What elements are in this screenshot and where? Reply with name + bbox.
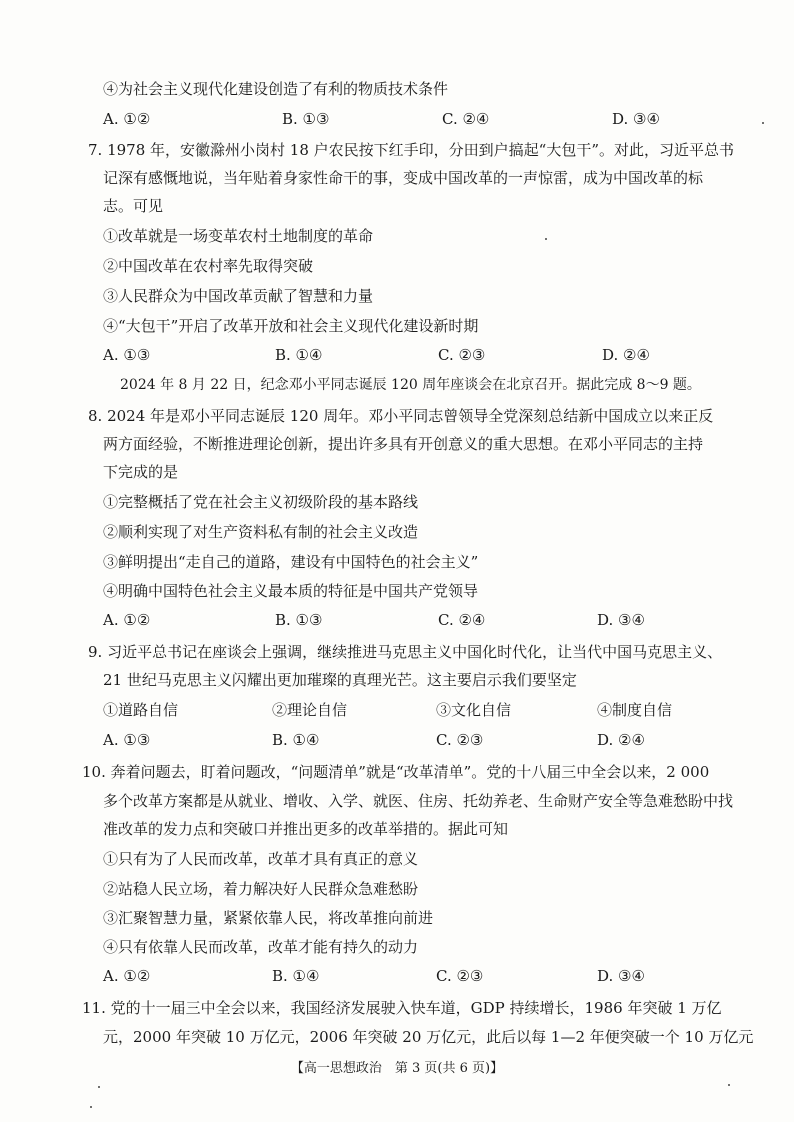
q8-item-2: ②顺利实现了对生产资料私有制的社会主义改造 [103, 523, 419, 541]
q9-item-4: ④制度自信 [597, 701, 673, 719]
q6-choice-a: A. ①② [103, 110, 151, 128]
q7-stem-line-3: 志。可见 [103, 197, 164, 215]
q6-choice-d: D. ③④ [612, 110, 660, 128]
scan-speck [762, 122, 764, 124]
q7-item-4: ④“大包干”开启了改革开放和社会主义现代化建设新时期 [103, 317, 479, 335]
scan-speck [728, 1084, 730, 1086]
q8-choice-d: D. ③④ [597, 611, 645, 629]
q9-stem-line-2: 21 世纪马克思主义闪耀出更加璀璨的真理光芒。这主要启示我们要坚定 [103, 671, 577, 689]
q7-item-1: ①改革就是一场变革农村土地制度的革命 [103, 227, 374, 245]
q7-item-2: ②中国改革在农村率先取得突破 [103, 257, 314, 275]
q8-item-1: ①完整概括了党在社会主义初级阶段的基本路线 [103, 493, 419, 511]
q10-item-1: ①只有为了人民而改革，改革才具有真正的意义 [103, 850, 419, 868]
q9-item-3: ③文化自信 [436, 701, 512, 719]
q8-stem-line-2: 两方面经验，不断推进理论创新，提出许多具有开创意义的重大思想。在邓小平同志的主持 [103, 435, 704, 453]
q8-choice-a: A. ①② [103, 611, 151, 629]
q9-stem-line-1: 9. 习近平总书记在座谈会上强调，继续推进马克思主义中国化时代化，让当代中国马克思主义、 [88, 643, 723, 661]
q10-stem-line-1: 10. 奔着问题去，盯着问题改，“问题清单”就是“改革清单”。党的十八届三中全会以来，2 000 [82, 763, 710, 781]
q11-stem-line-2: 元，2000 年突破 10 万亿元，2006 年突破 20 万亿元，此后以每 1—2 年便突破一个 10 万亿元 [103, 1028, 754, 1046]
q8-choice-c: C. ②④ [438, 611, 486, 629]
q7-choice-a: A. ①③ [103, 346, 151, 364]
scan-speck [545, 238, 547, 240]
q7-choice-b: B. ①④ [275, 346, 323, 364]
q9-item-2: ②理论自信 [272, 701, 348, 719]
scan-speck [98, 1086, 100, 1088]
q6-item-4: ④为社会主义现代化建设创造了有利的物质技术条件 [103, 80, 449, 98]
q6-choice-b: B. ①③ [282, 110, 330, 128]
q11-stem-line-1: 11. 党的十一届三中全会以来，我国经济发展驶入快车道，GDP 持续增长，1986 年突破 1 万亿 [82, 999, 722, 1017]
q7-choice-d: D. ②④ [602, 346, 650, 364]
q10-stem-line-3: 准改革的发力点和突破口并推出更多的改革举措的。据此可知 [103, 820, 509, 838]
q10-item-4: ④只有依靠人民而改革，改革才能有持久的动力 [103, 938, 419, 956]
q10-choice-c: C. ②③ [436, 967, 484, 985]
q7-stem-line-2: 记深有感慨地说，当年贴着身家性命干的事，变成中国改革的一声惊雷，成为中国改革的标 [103, 169, 704, 187]
q10-choice-d: D. ③④ [597, 967, 645, 985]
intro-8-9: 2024 年 8 月 22 日，纪念邓小平同志诞辰 120 周年座谈会在北京召开。据此完成 8～9 题。 [120, 377, 701, 393]
q8-item-3: ③鲜明提出“走自己的道路，建设有中国特色的社会主义” [103, 553, 479, 571]
scan-speck [90, 1106, 92, 1108]
q10-item-3: ③汇聚智慧力量，紧紧依靠人民，将改革推向前进 [103, 909, 434, 927]
q8-choice-b: B. ①③ [275, 611, 323, 629]
q7-choice-c: C. ②③ [438, 346, 486, 364]
q9-choice-b: B. ①④ [272, 731, 320, 749]
q9-choice-a: A. ①③ [103, 731, 151, 749]
page-footer: 【高一思想政治 第 3 页(共 6 页)】 [290, 1061, 504, 1076]
q8-item-4: ④明确中国特色社会主义最本质的特征是中国共产党领导 [103, 582, 479, 600]
q8-stem-line-3: 下完成的是 [103, 463, 179, 481]
q9-choice-c: C. ②③ [436, 731, 484, 749]
q10-stem-line-2: 多个改革方案都是从就业、增收、入学、就医、住房、托幼养老、生命财产安全等急难愁盼中找 [103, 792, 734, 810]
q10-choice-b: B. ①④ [272, 967, 320, 985]
q7-stem-line-1: 7. 1978 年，安徽滁州小岗村 18 户农民按下红手印，分田到户搞起“大包干”。对此，习近平总书 [88, 141, 734, 159]
q9-choice-d: D. ②④ [597, 731, 645, 749]
q9-item-1: ①道路自信 [103, 701, 179, 719]
q8-stem-line-1: 8. 2024 年是邓小平同志诞辰 120 周年。邓小平同志曾领导全党深刻总结新中国成立以来正反 [88, 407, 714, 425]
q7-item-3: ③人民群众为中国改革贡献了智慧和力量 [103, 287, 374, 305]
q10-item-2: ②站稳人民立场，着力解决好人民群众急难愁盼 [103, 880, 419, 898]
q6-choice-c: C. ②④ [442, 110, 490, 128]
q10-choice-a: A. ①② [103, 967, 151, 985]
